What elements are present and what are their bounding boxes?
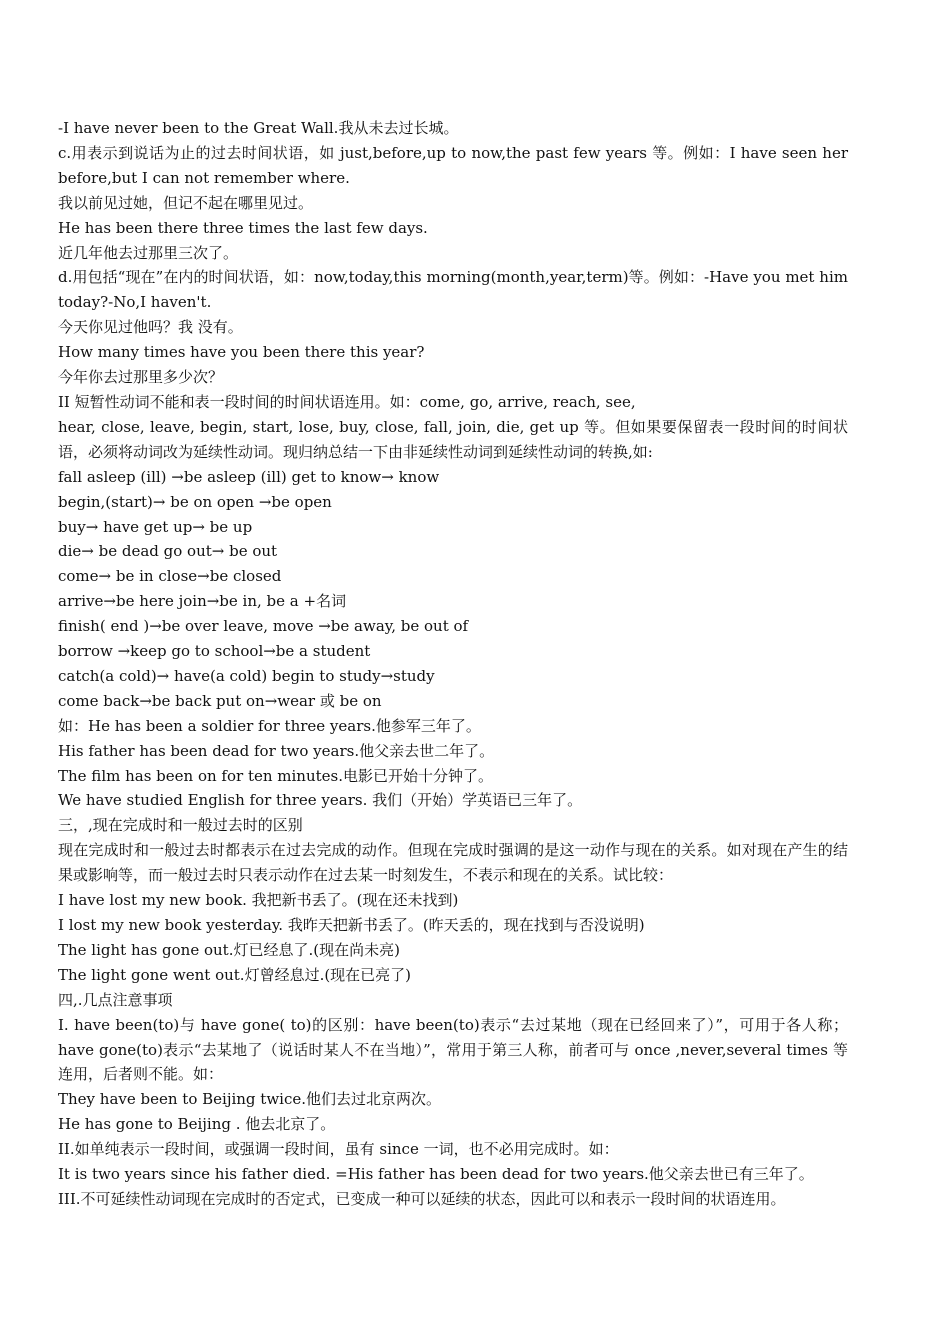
conversion-line: come→ be in close→be closed <box>58 567 282 586</box>
text-line: 近几年他去过那里三次了。 <box>58 243 239 262</box>
example-line: He has gone to Beijing . 他去北京了。 <box>58 1115 336 1134</box>
text-paragraph: hear, close, leave, begin, start, lose, buy, close, fall, join, die, get up 等。但如果要保留表一段时间的时间状语，必须将动词改为延续性动词。现归纳总结一下由非延续性动词到延续性动词的转换,如: <box>58 417 848 461</box>
conversion-line: come back→be back put on→wear 或 be on <box>58 691 382 710</box>
example-line: They have been to Beijing twice.他们去过北京两次。 <box>58 1090 442 1109</box>
text-line: 我以前见过她，但记不起在哪里见过。 <box>58 193 314 212</box>
text-paragraph: d.用包括“现在”在内的时间状语，如：now,today,this morning(month,year,term)等。例如：-Have you met him today?-No,I haven't. <box>58 268 848 312</box>
example-line: We have studied English for three years. 我们（开始）学英语已三年了。 <box>58 791 583 810</box>
text-line: II.如单纯表示一段时间，或强调一段时间，虽有 since 一词，也不必用完成时。如： <box>58 1140 619 1159</box>
conversion-line: begin,(start)→ be on open →be open <box>58 492 332 511</box>
conversion-line: buy→ have get up→ be up <box>58 517 253 536</box>
conversion-line: catch(a cold)→ have(a cold) begin to study→study <box>58 666 435 685</box>
text-line: 今年你去过那里多少次？ <box>58 368 224 387</box>
conversion-line: finish( end )→be over leave, move →be away, be out of <box>58 617 469 636</box>
example-line: His father has been dead for two years.他父亲去世二年了。 <box>58 741 495 760</box>
conversion-line: fall asleep (ill) →be asleep (ill) get to know→ know <box>58 467 440 486</box>
example-line: It is two years since his father died. =His father has been dead for two years.他父亲去世已有三年了。 <box>58 1165 814 1184</box>
example-line: I lost my new book yesterday. 我昨天把新书丢了。(昨天丢的，现在找到与否没说明) <box>58 916 645 934</box>
example-line: The light has gone out.灯已经息了.(现在尚未亮) <box>58 940 400 959</box>
text-line: II 短暂性动词不能和表一段时间的时间状语连用。如：come, go, arrive, reach, see, <box>58 392 636 411</box>
section-heading: 四,.几点注意事项 <box>58 990 173 1009</box>
text-line: He has been there three times the last few days. <box>58 218 428 237</box>
example-line: I have lost my new book. 我把新书丢了。(现在还未找到) <box>58 891 459 910</box>
text-line: 今天你见过他吗？我 没有。 <box>58 318 243 337</box>
text-paragraph: c.用表示到说话为止的过去时间状语，如 just,before,up to now,the past few years 等。例如：I have seen her before,but I can not remember where. <box>58 143 848 187</box>
example-line: 如：He has been a soldier for three years.他参军三年了。 <box>58 716 481 735</box>
example-line: The light gone went out.灯曾经息过.(现在已亮了) <box>58 965 412 984</box>
document-body <box>58 116 848 1212</box>
conversion-line: arrive→be here join→be in, be a +名词 <box>58 592 347 611</box>
conversion-line: die→ be dead go out→ be out <box>58 542 278 561</box>
section-heading: 三，,现在完成时和一般过去时的区别 <box>58 816 303 835</box>
example-line: The film has been on for ten minutes.电影已开始十分钟了。 <box>58 766 493 785</box>
text-line: -I have never been to the Great Wall.我从未去过长城。 <box>58 119 459 137</box>
text-line: How many times have you been there this year? <box>58 343 425 362</box>
text-paragraph: I. have been(to)与 have gone( to)的区别：have been(to)表示“去过某地（现在已经回来了）”，可用于各人称；have gone(to)表示“去某地了（说话时某人不在当地）”，常用于第三人称，前者可与 once ,never,several times 等连用，后者则不能。如： <box>58 1015 848 1084</box>
text-line: III.不可延续性动词现在完成时的否定式，已变成一种可以延续的状态，因此可以和表示一段时间的状语连用。 <box>58 1189 786 1208</box>
conversion-line: borrow →keep go to school→be a student <box>58 642 371 661</box>
text-paragraph: 现在完成时和一般过去时都表示在过去完成的动作。但现在完成时强调的是这一动作与现在的关系。如对现在产生的结果或影响等，而一般过去时只表示动作在过去某一时刻发生，不表示和现在的关系。试比较： <box>58 841 848 885</box>
